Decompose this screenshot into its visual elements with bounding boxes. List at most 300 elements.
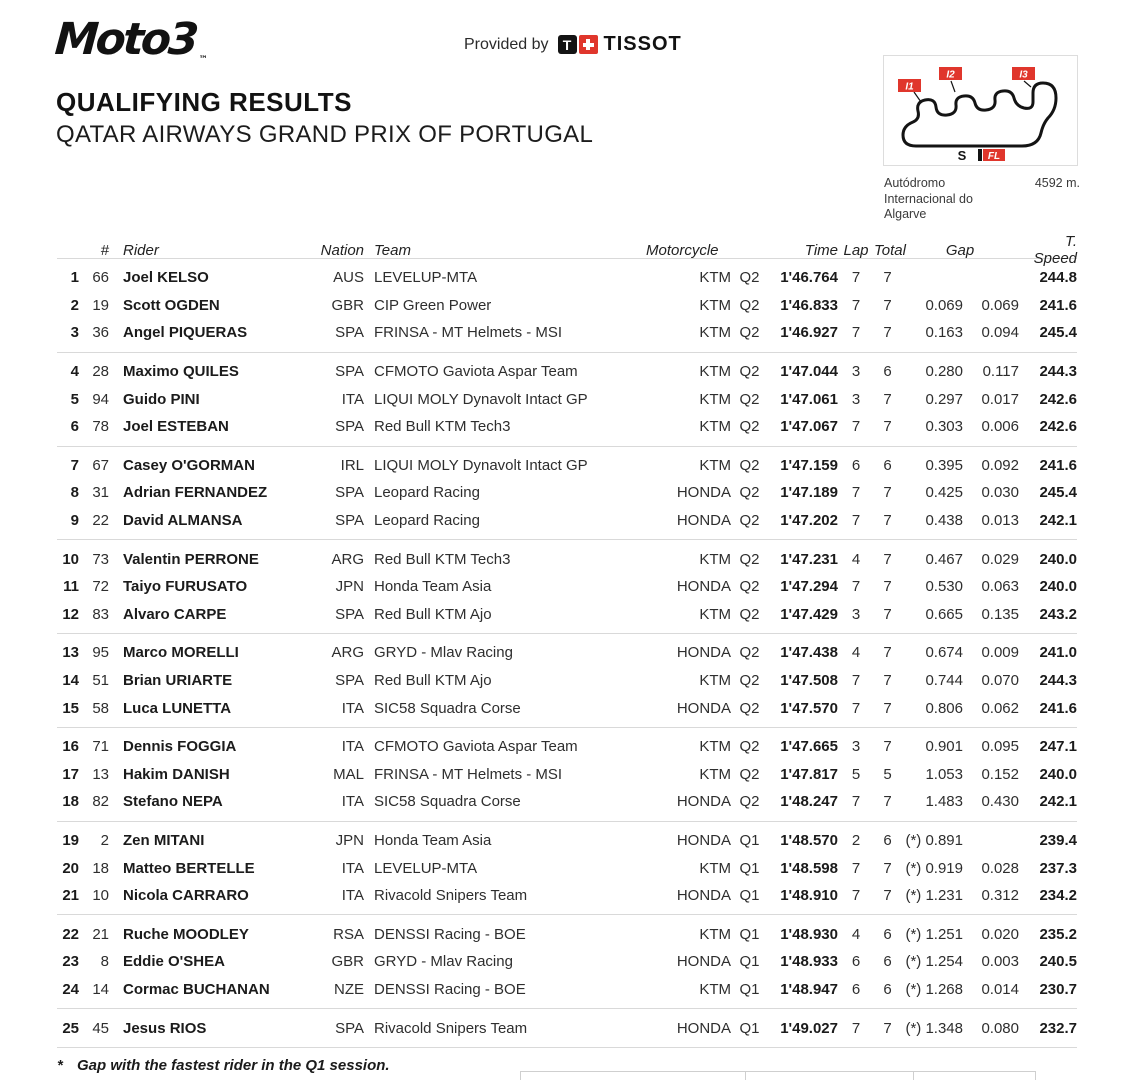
cell-team: GRYD - Mlav Racing bbox=[374, 953, 513, 971]
cell-name: Joel ESTEBAN bbox=[123, 418, 229, 436]
cell-gap2: 0.117 bbox=[982, 363, 1019, 381]
rider-group bbox=[57, 822, 1077, 916]
cell-bike: KTM bbox=[699, 925, 731, 943]
cell-speed: 234.2 bbox=[1039, 887, 1077, 905]
cell-team: GRYD - Mlav Racing bbox=[374, 644, 513, 662]
table-row bbox=[57, 479, 1077, 507]
cell-total: 7 bbox=[883, 793, 892, 811]
results-table bbox=[57, 233, 1077, 1074]
cell-gap1: 0.806 bbox=[925, 699, 963, 717]
cell-nation: ITA bbox=[341, 738, 364, 756]
cell-gap1: 0.674 bbox=[925, 644, 963, 662]
cell-gap1: 1.053 bbox=[925, 765, 963, 783]
cell-time: 1'47.189 bbox=[780, 484, 838, 502]
cell-time: 1'46.833 bbox=[780, 296, 838, 314]
cell-time: 1'48.933 bbox=[780, 953, 838, 971]
cell-time: 1'47.665 bbox=[780, 738, 838, 756]
cell-time: 1'49.027 bbox=[780, 1019, 838, 1037]
cell-speed: 243.2 bbox=[1039, 605, 1077, 623]
cell-nation: RSA bbox=[333, 925, 364, 943]
cell-team: Red Bull KTM Ajo bbox=[374, 605, 492, 623]
cell-num: 13 bbox=[92, 765, 109, 783]
cell-name: Maximo QUILES bbox=[123, 363, 239, 381]
cell-speed: 242.1 bbox=[1039, 512, 1077, 530]
cell-gap1: (*) 1.348 bbox=[905, 1019, 963, 1037]
cell-gap2: 0.095 bbox=[981, 738, 1019, 756]
cell-name: Hakim DANISH bbox=[123, 765, 230, 783]
rider-group bbox=[57, 728, 1077, 822]
cell-num: 8 bbox=[100, 953, 109, 971]
cell-nation: ITA bbox=[341, 699, 364, 717]
cell-q: Q1 bbox=[739, 980, 760, 998]
cell-nation: SPA bbox=[335, 512, 364, 530]
cell-time: 1'47.570 bbox=[780, 699, 838, 717]
table-row bbox=[57, 761, 1077, 789]
cell-pos: 15 bbox=[62, 699, 79, 717]
cell-q: Q2 bbox=[739, 550, 760, 568]
cell-lap: 7 bbox=[851, 269, 861, 287]
track-map-icon bbox=[884, 56, 1077, 165]
cell-team: CFMOTO Gaviota Aspar Team bbox=[374, 363, 578, 381]
cell-nation: SPA bbox=[335, 605, 364, 623]
cell-speed: 242.6 bbox=[1039, 390, 1077, 408]
cell-pos: 12 bbox=[62, 605, 79, 623]
cell-bike: KTM bbox=[699, 324, 731, 342]
cell-team: CFMOTO Gaviota Aspar Team bbox=[374, 738, 578, 756]
cell-total: 7 bbox=[883, 605, 892, 623]
cell-gap2: 0.009 bbox=[981, 644, 1019, 662]
cell-speed: 235.2 bbox=[1039, 925, 1077, 943]
cell-team: DENSSI Racing - BOE bbox=[374, 980, 526, 998]
footnote-text: Gap with the fastest rider in the Q1 session. bbox=[77, 1056, 390, 1074]
cell-team: Honda Team Asia bbox=[374, 831, 492, 849]
cell-time: 1'48.598 bbox=[780, 859, 838, 877]
cell-num: 22 bbox=[92, 512, 109, 530]
cell-q: Q1 bbox=[739, 925, 760, 943]
cell-q: Q2 bbox=[739, 418, 760, 436]
cell-time: 1'47.438 bbox=[780, 644, 838, 662]
cell-total: 6 bbox=[883, 953, 892, 971]
event-name: QATAR AIRWAYS GRAND PRIX OF PORTUGAL bbox=[56, 121, 594, 148]
cell-time: 1'46.764 bbox=[780, 269, 838, 287]
cell-q: Q1 bbox=[739, 887, 760, 905]
cell-gap1: 0.163 bbox=[925, 324, 963, 342]
cell-speed: 240.5 bbox=[1039, 953, 1077, 971]
cell-pos: 7 bbox=[70, 456, 79, 474]
bottom-partial-table bbox=[520, 1071, 1036, 1080]
cell-bike: HONDA bbox=[676, 831, 731, 849]
cell-nation: GBR bbox=[331, 296, 364, 314]
col-motorcycle: Motorcycle bbox=[646, 241, 719, 259]
table-row bbox=[57, 1014, 1077, 1042]
cell-num: 95 bbox=[92, 644, 109, 662]
cell-gap1: 0.069 bbox=[925, 296, 963, 314]
cell-name: Zen MITANI bbox=[123, 831, 205, 849]
cell-pos: 4 bbox=[70, 363, 79, 381]
cell-speed: 237.3 bbox=[1039, 859, 1077, 877]
table-header-row bbox=[57, 233, 1077, 267]
page-title: QUALIFYING RESULTS bbox=[56, 87, 352, 117]
cell-team: Honda Team Asia bbox=[374, 578, 492, 596]
cell-pos: 10 bbox=[62, 550, 79, 568]
cell-num: 14 bbox=[92, 980, 109, 998]
cell-bike: KTM bbox=[699, 363, 731, 381]
cell-nation: ARG bbox=[331, 644, 364, 662]
cell-pos: 20 bbox=[62, 859, 79, 877]
cell-speed: 244.8 bbox=[1039, 269, 1077, 287]
cell-gap1: 1.483 bbox=[925, 793, 963, 811]
trademark-symbol: ™ bbox=[198, 55, 208, 65]
cell-q: Q2 bbox=[739, 296, 760, 314]
cell-gap1: (*) 1.254 bbox=[905, 953, 963, 971]
cell-name: Valentin PERRONE bbox=[123, 550, 259, 568]
cell-lap: 7 bbox=[851, 324, 861, 342]
cell-nation: MAL bbox=[333, 765, 364, 783]
cell-gap2: 0.017 bbox=[981, 390, 1019, 408]
bottom-partial-cell bbox=[914, 1072, 1035, 1080]
provided-by-block bbox=[464, 33, 682, 56]
cell-speed: 230.7 bbox=[1039, 980, 1077, 998]
cell-gap2: 0.003 bbox=[981, 953, 1019, 971]
cell-name: Adrian FERNANDEZ bbox=[123, 484, 268, 502]
cell-q: Q2 bbox=[739, 793, 760, 811]
table-row bbox=[57, 545, 1077, 573]
track-caption bbox=[884, 176, 1080, 223]
cell-lap: 7 bbox=[851, 699, 861, 717]
cell-gap2: 0.430 bbox=[981, 793, 1019, 811]
cell-nation: SPA bbox=[335, 418, 364, 436]
cell-lap: 7 bbox=[851, 793, 861, 811]
cell-gap2: 0.020 bbox=[981, 925, 1019, 943]
cell-q: Q2 bbox=[739, 363, 760, 381]
cell-num: 78 bbox=[92, 418, 109, 436]
cell-speed: 241.6 bbox=[1039, 699, 1077, 717]
table-row bbox=[57, 573, 1077, 601]
cell-lap: 7 bbox=[851, 672, 861, 690]
cell-total: 7 bbox=[883, 418, 892, 436]
table-row bbox=[57, 413, 1077, 441]
cell-num: 94 bbox=[92, 390, 109, 408]
cell-nation: NZE bbox=[334, 980, 364, 998]
cell-lap: 7 bbox=[851, 578, 861, 596]
cell-bike: KTM bbox=[699, 672, 731, 690]
cell-pos: 2 bbox=[70, 296, 79, 314]
table-row bbox=[57, 827, 1077, 855]
cell-team: LIQUI MOLY Dynavolt Intact GP bbox=[374, 456, 588, 474]
rider-group bbox=[57, 915, 1077, 1009]
cell-name: Joel KELSO bbox=[123, 269, 209, 287]
cell-name: Cormac BUCHANAN bbox=[123, 980, 270, 998]
cell-speed: 244.3 bbox=[1039, 672, 1077, 690]
cell-gap2: 0.069 bbox=[981, 296, 1019, 314]
cell-time: 1'47.508 bbox=[780, 672, 838, 690]
cell-speed: 240.0 bbox=[1039, 578, 1077, 596]
cell-name: Jesus RIOS bbox=[123, 1019, 207, 1037]
cell-team: Red Bull KTM Tech3 bbox=[374, 418, 511, 436]
cell-team: LEVELUP-MTA bbox=[374, 859, 478, 877]
cell-gap2: 0.029 bbox=[981, 550, 1019, 568]
cell-pos: 1 bbox=[70, 269, 79, 287]
cell-lap: 7 bbox=[851, 512, 861, 530]
cell-q: Q2 bbox=[739, 456, 760, 474]
cell-q: Q2 bbox=[739, 324, 760, 342]
cell-name: Taiyo FURUSATO bbox=[123, 578, 248, 596]
cell-total: 7 bbox=[883, 699, 892, 717]
cell-q: Q2 bbox=[739, 269, 760, 287]
col-team: Team bbox=[374, 241, 411, 259]
cell-speed: 242.6 bbox=[1039, 418, 1077, 436]
cell-pos: 5 bbox=[70, 390, 79, 408]
table-row bbox=[57, 639, 1077, 667]
col-number: # bbox=[100, 241, 109, 259]
cell-num: 45 bbox=[92, 1019, 109, 1037]
col-total: Total bbox=[874, 241, 906, 259]
cell-pos: 22 bbox=[62, 925, 79, 943]
cell-gap2: 0.063 bbox=[981, 578, 1019, 596]
cell-speed: 241.0 bbox=[1039, 644, 1077, 662]
cell-bike: HONDA bbox=[676, 644, 731, 662]
rider-group bbox=[57, 540, 1077, 634]
cell-speed: 239.4 bbox=[1039, 831, 1077, 849]
cell-pos: 13 bbox=[62, 644, 79, 662]
swiss-cross-icon bbox=[579, 35, 598, 54]
cell-pos: 11 bbox=[63, 578, 79, 596]
cell-nation: AUS bbox=[333, 269, 364, 287]
cell-nation: SPA bbox=[335, 324, 364, 342]
cell-name: Ruche MOODLEY bbox=[123, 925, 249, 943]
cell-lap: 5 bbox=[851, 765, 861, 783]
cell-total: 6 bbox=[883, 831, 892, 849]
cell-bike: HONDA bbox=[676, 699, 731, 717]
cell-q: Q1 bbox=[739, 831, 760, 849]
cell-name: Stefano NEPA bbox=[123, 793, 223, 811]
cell-bike: KTM bbox=[699, 418, 731, 436]
cell-name: Alvaro CARPE bbox=[123, 605, 227, 623]
cell-total: 7 bbox=[883, 296, 892, 314]
cell-q: Q1 bbox=[739, 953, 760, 971]
cell-gap2: 0.070 bbox=[981, 672, 1019, 690]
track-map-card bbox=[883, 55, 1078, 166]
cell-num: 36 bbox=[92, 324, 109, 342]
cell-pos: 19 bbox=[62, 831, 79, 849]
cell-pos: 18 bbox=[62, 793, 79, 811]
cell-total: 7 bbox=[883, 859, 892, 877]
table-row bbox=[57, 292, 1077, 320]
cell-gap1: 0.901 bbox=[925, 738, 963, 756]
cell-time: 1'48.570 bbox=[780, 831, 838, 849]
cell-lap: 7 bbox=[851, 1019, 861, 1037]
cell-lap: 7 bbox=[851, 887, 861, 905]
cell-q: Q2 bbox=[739, 738, 760, 756]
cell-gap1: (*) 1.231 bbox=[905, 887, 963, 905]
table-row bbox=[57, 452, 1077, 480]
cell-gap2: 0.030 bbox=[981, 484, 1019, 502]
cell-nation: ARG bbox=[331, 550, 364, 568]
rider-group bbox=[57, 447, 1077, 541]
cell-num: 51 bbox=[92, 672, 109, 690]
cell-num: 2 bbox=[100, 831, 109, 849]
sector-i1-label: I1 bbox=[905, 81, 914, 93]
cell-total: 6 bbox=[883, 980, 892, 998]
cell-pos: 3 bbox=[70, 324, 79, 342]
cell-nation: SPA bbox=[335, 672, 364, 690]
cell-gap1: 0.438 bbox=[925, 512, 963, 530]
cell-total: 7 bbox=[883, 738, 892, 756]
cell-bike: HONDA bbox=[676, 793, 731, 811]
cell-total: 6 bbox=[883, 363, 892, 381]
cell-total: 7 bbox=[883, 578, 892, 596]
tissot-t-icon: T bbox=[558, 35, 577, 54]
footnote-star: * bbox=[57, 1056, 63, 1074]
cell-bike: KTM bbox=[699, 738, 731, 756]
table-row bbox=[57, 358, 1077, 386]
cell-num: 28 bbox=[92, 363, 109, 381]
cell-time: 1'47.159 bbox=[780, 456, 838, 474]
rider-group bbox=[57, 353, 1077, 447]
cell-nation: ITA bbox=[341, 859, 364, 877]
cell-team: Rivacold Snipers Team bbox=[374, 887, 528, 905]
col-nation: Nation bbox=[320, 241, 364, 259]
cell-lap: 3 bbox=[851, 605, 861, 623]
table-row bbox=[57, 264, 1077, 292]
cell-nation: GBR bbox=[331, 953, 364, 971]
bottom-partial-cell bbox=[521, 1072, 746, 1080]
cell-name: David ALMANSA bbox=[123, 512, 243, 530]
table-row bbox=[57, 601, 1077, 629]
cell-name: Eddie O'SHEA bbox=[123, 953, 225, 971]
cell-time: 1'47.429 bbox=[780, 605, 838, 623]
cell-pos: 16 bbox=[62, 738, 79, 756]
cell-q: Q1 bbox=[739, 1019, 760, 1037]
table-row bbox=[57, 667, 1077, 695]
cell-nation: ITA bbox=[341, 793, 364, 811]
cell-lap: 3 bbox=[851, 738, 861, 756]
tissot-logo bbox=[558, 33, 682, 56]
cell-total: 7 bbox=[883, 1019, 892, 1037]
cell-gap1: 0.744 bbox=[925, 672, 963, 690]
bottom-partial-cell bbox=[746, 1072, 914, 1080]
cell-lap: 4 bbox=[851, 550, 861, 568]
cell-num: 58 bbox=[92, 699, 109, 717]
cell-pos: 14 bbox=[62, 672, 79, 690]
cell-gap2: 0.152 bbox=[981, 765, 1019, 783]
cell-nation: SPA bbox=[335, 363, 364, 381]
tissot-wordmark: TISSOT bbox=[603, 33, 682, 55]
cell-name: Angel PIQUERAS bbox=[123, 324, 248, 342]
cell-time: 1'46.927 bbox=[780, 324, 838, 342]
cell-team: SIC58 Squadra Corse bbox=[374, 793, 521, 811]
cell-name: Dennis FOGGIA bbox=[123, 738, 237, 756]
cell-nation: SPA bbox=[335, 484, 364, 502]
cell-time: 1'47.044 bbox=[780, 363, 838, 381]
cell-num: 73 bbox=[92, 550, 109, 568]
cell-num: 71 bbox=[92, 738, 109, 756]
cell-gap2: 0.094 bbox=[981, 324, 1019, 342]
cell-pos: 9 bbox=[70, 512, 79, 530]
cell-gap1: 0.280 bbox=[925, 363, 963, 381]
col-gap: Gap bbox=[945, 241, 975, 259]
cell-team: Leopard Racing bbox=[374, 512, 480, 530]
finish-checker-icon bbox=[978, 149, 982, 161]
cell-total: 6 bbox=[883, 456, 892, 474]
cell-team: SIC58 Squadra Corse bbox=[374, 699, 521, 717]
cell-speed: 242.1 bbox=[1039, 793, 1077, 811]
cell-nation: SPA bbox=[335, 1019, 364, 1037]
cell-bike: KTM bbox=[699, 296, 731, 314]
rider-group bbox=[57, 259, 1077, 353]
cell-gap2: 0.014 bbox=[981, 980, 1019, 998]
cell-lap: 6 bbox=[851, 953, 861, 971]
track-name: Autódromo Internacional do Algarve bbox=[884, 176, 973, 222]
cell-q: Q2 bbox=[739, 644, 760, 662]
cell-pos: 24 bbox=[62, 980, 79, 998]
cell-total: 6 bbox=[883, 925, 892, 943]
cell-name: Nicola CARRARO bbox=[123, 887, 249, 905]
cell-gap2: 0.080 bbox=[981, 1019, 1019, 1037]
col-top-speed: T. Speed bbox=[1033, 233, 1077, 267]
cell-time: 1'47.817 bbox=[780, 765, 838, 783]
cell-bike: KTM bbox=[699, 605, 731, 623]
table-body bbox=[57, 259, 1077, 1048]
cell-team: Red Bull KTM Ajo bbox=[374, 672, 492, 690]
cell-gap2: 0.013 bbox=[981, 512, 1019, 530]
cell-q: Q2 bbox=[739, 699, 760, 717]
cell-speed: 240.0 bbox=[1039, 550, 1077, 568]
cell-lap: 3 bbox=[851, 390, 861, 408]
cell-time: 1'48.247 bbox=[780, 793, 838, 811]
track-length: 4592 m. bbox=[1034, 176, 1080, 190]
rider-group bbox=[57, 1009, 1077, 1048]
cell-num: 72 bbox=[92, 578, 109, 596]
cell-gap1: 0.665 bbox=[925, 605, 963, 623]
cell-nation: JPN bbox=[335, 831, 364, 849]
cell-bike: KTM bbox=[699, 859, 731, 877]
cell-pos: 6 bbox=[70, 418, 79, 436]
table-row bbox=[57, 920, 1077, 948]
cell-lap: 4 bbox=[851, 925, 861, 943]
cell-gap2: 0.028 bbox=[981, 859, 1019, 877]
col-rider: Rider bbox=[123, 241, 159, 259]
cell-pos: 25 bbox=[62, 1019, 79, 1037]
cell-speed: 240.0 bbox=[1039, 765, 1077, 783]
moto3-logo bbox=[53, 14, 206, 65]
cell-name: Luca LUNETTA bbox=[123, 699, 232, 717]
cell-team: DENSSI Racing - BOE bbox=[374, 925, 526, 943]
cell-lap: 6 bbox=[851, 980, 861, 998]
cell-num: 10 bbox=[92, 887, 109, 905]
cell-bike: KTM bbox=[699, 550, 731, 568]
cell-time: 1'47.202 bbox=[780, 512, 838, 530]
cell-total: 7 bbox=[883, 644, 892, 662]
cell-nation: JPN bbox=[335, 578, 364, 596]
cell-gap1: (*) 1.251 bbox=[905, 925, 963, 943]
col-lap: Lap bbox=[843, 241, 869, 259]
cell-total: 7 bbox=[883, 887, 892, 905]
cell-gap1: (*) 0.891 bbox=[905, 831, 963, 849]
cell-team: CIP Green Power bbox=[374, 296, 492, 314]
cell-num: 19 bbox=[92, 296, 109, 314]
cell-bike: HONDA bbox=[676, 953, 731, 971]
table-row bbox=[57, 948, 1077, 976]
cell-num: 31 bbox=[92, 484, 109, 502]
table-row bbox=[57, 385, 1077, 413]
cell-num: 18 bbox=[92, 859, 109, 877]
cell-name: Guido PINI bbox=[123, 390, 200, 408]
cell-speed: 241.6 bbox=[1039, 296, 1077, 314]
cell-speed: 245.4 bbox=[1039, 324, 1077, 342]
cell-time: 1'47.294 bbox=[780, 578, 838, 596]
cell-bike: HONDA bbox=[676, 578, 731, 596]
